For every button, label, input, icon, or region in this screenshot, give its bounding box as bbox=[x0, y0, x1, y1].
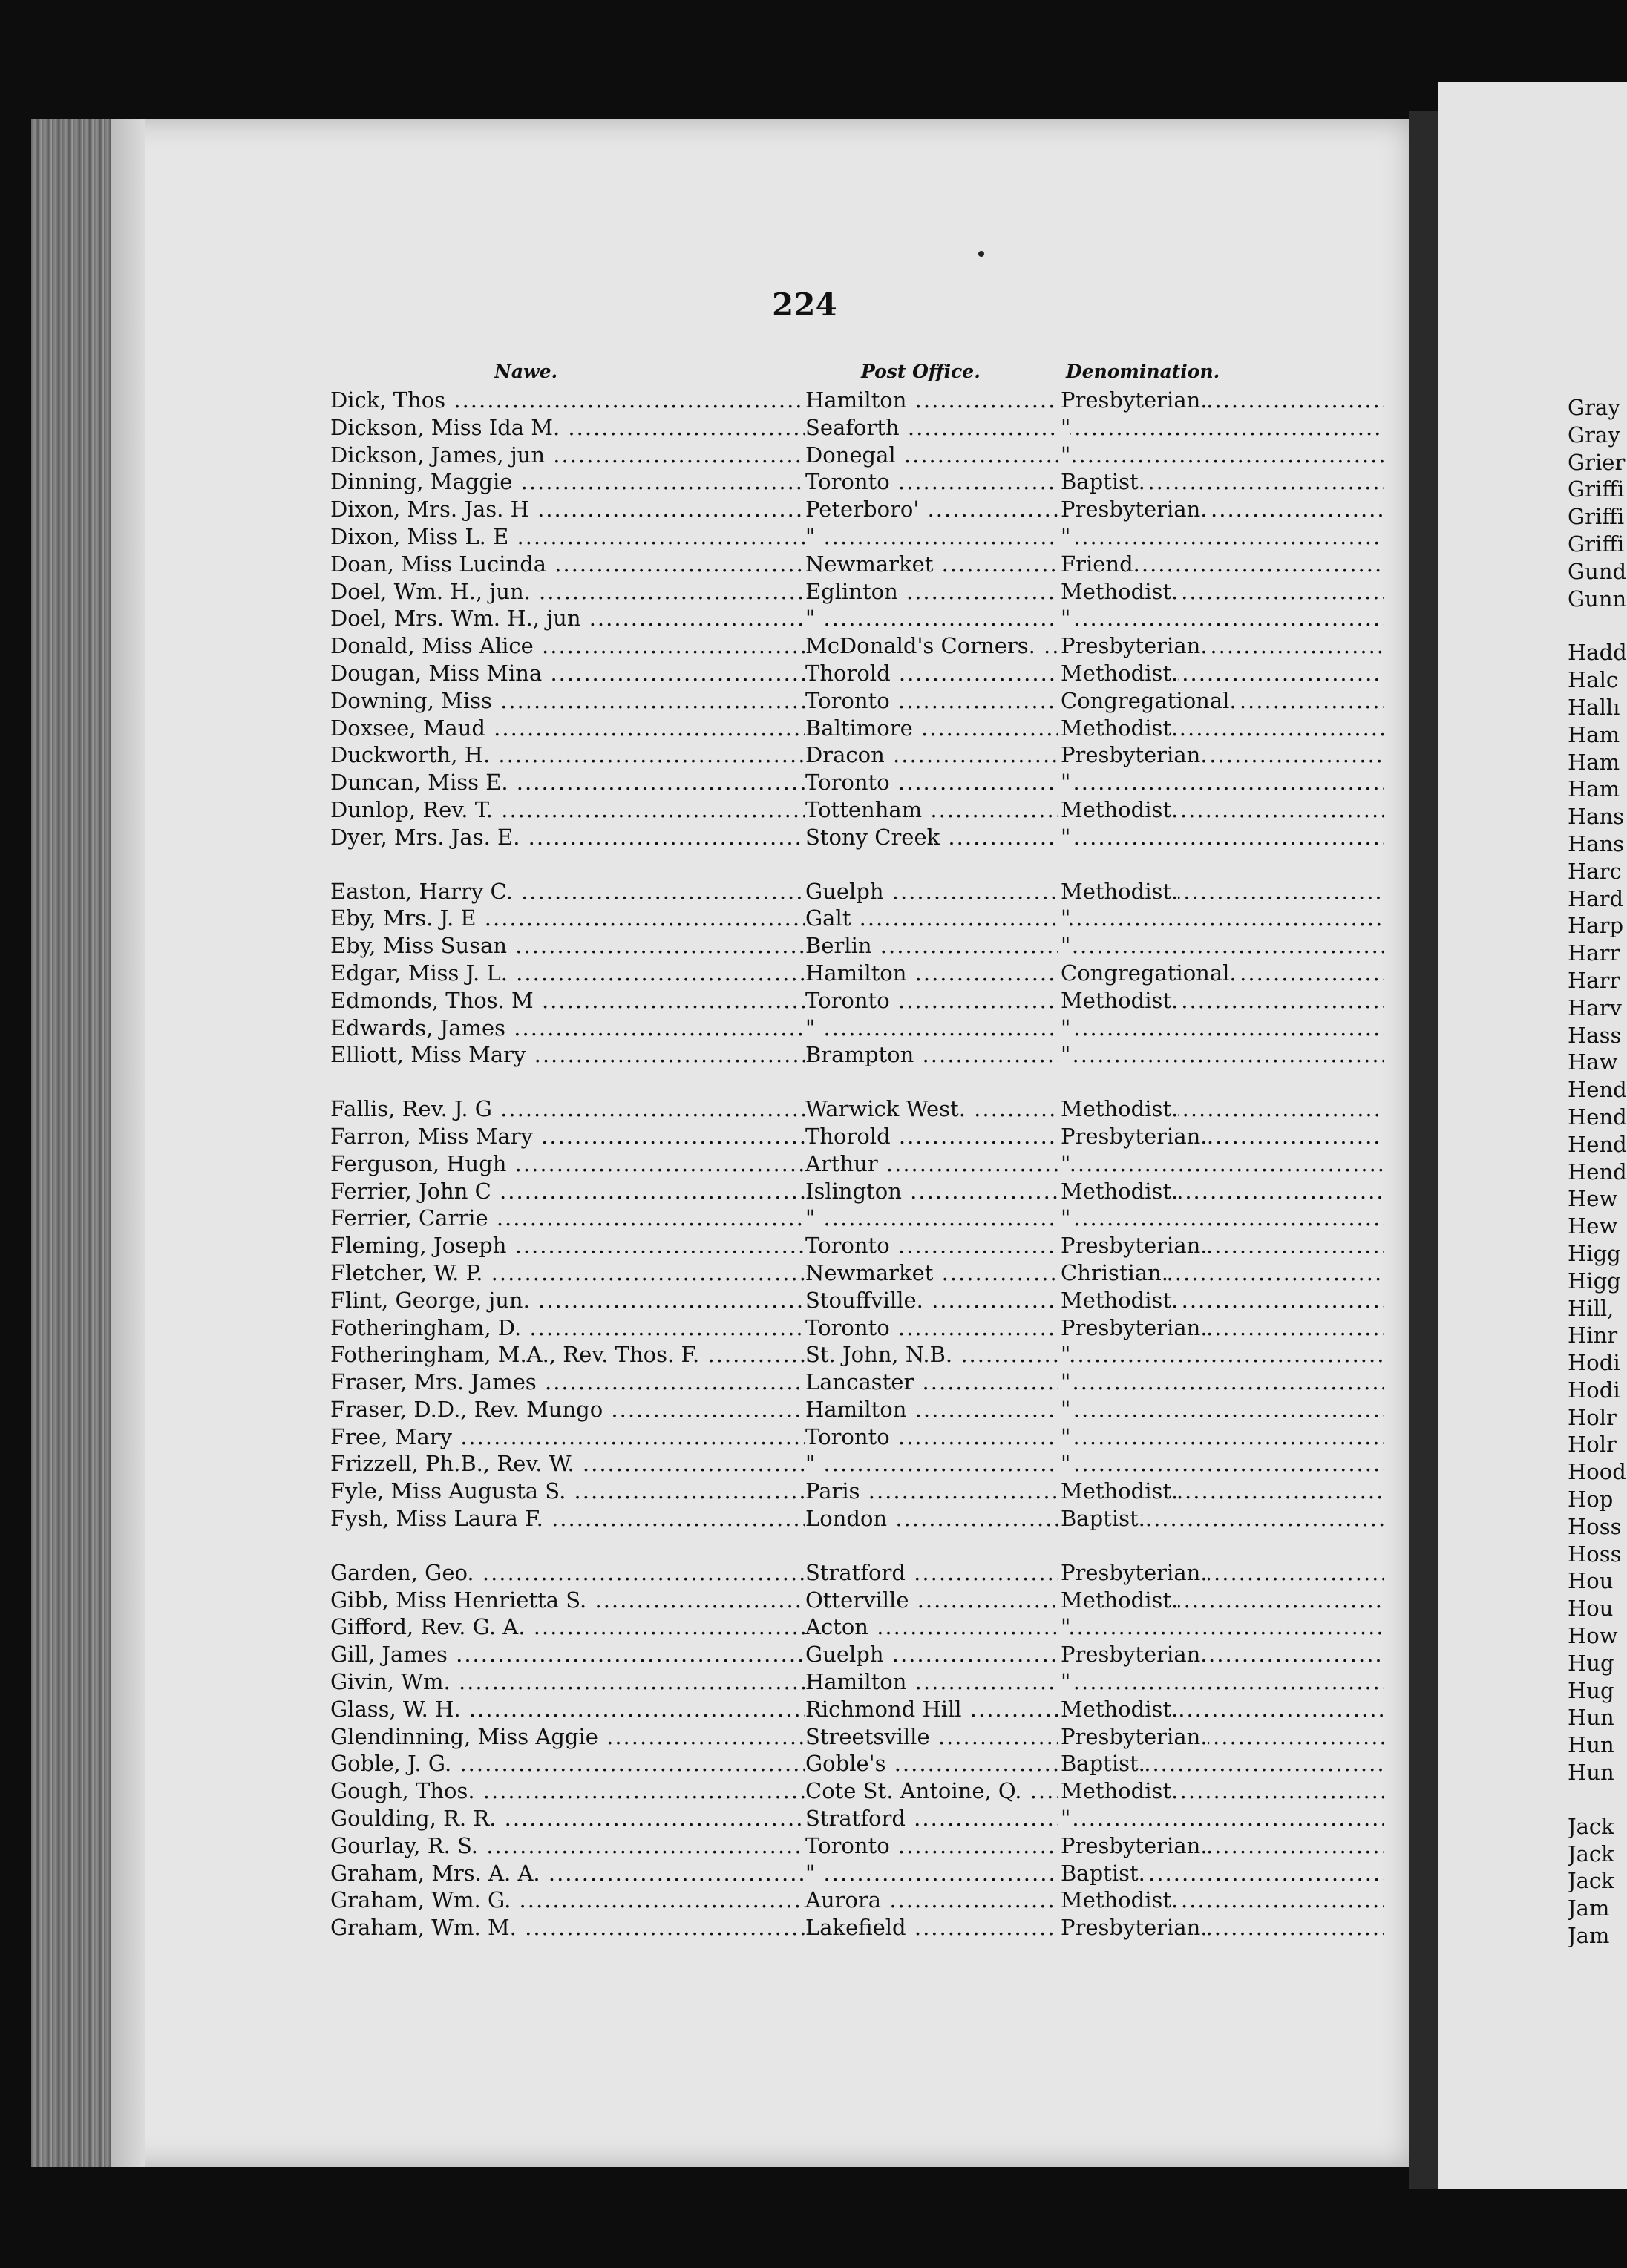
right-page-name-fragment: Harc bbox=[1568, 858, 1622, 884]
entry-post-office: Stratford ..... bbox=[805, 1560, 1384, 1585]
entry-denomination: Presbyterian. bbox=[1058, 1560, 1208, 1585]
entry-denomination: " bbox=[1058, 825, 1070, 850]
entry-name: Farron, Miss Mary ..... bbox=[330, 1124, 805, 1149]
entry-denomination: Presbyterian. bbox=[1058, 1315, 1208, 1340]
right-page-name-fragment: Higg bbox=[1568, 1240, 1621, 1266]
entry-name: Fotheringham, D. ..... bbox=[330, 1315, 805, 1340]
entry-denomination: Baptist. bbox=[1058, 1861, 1145, 1886]
entry-denomination: Methodist. bbox=[1058, 661, 1178, 686]
directory-row bbox=[330, 606, 1295, 633]
entry-name: Eby, Miss Susan ..... bbox=[330, 933, 805, 958]
column-header-post-office: Post Office. bbox=[861, 361, 981, 382]
directory-row bbox=[330, 688, 1295, 715]
directory-row bbox=[330, 1669, 1295, 1697]
directory-row bbox=[330, 1751, 1295, 1778]
directory-row bbox=[330, 1724, 1295, 1751]
entry-denomination: " bbox=[1058, 1205, 1070, 1230]
directory-row bbox=[330, 1861, 1295, 1888]
entry-name: Elliott, Miss Mary ..... bbox=[330, 1042, 805, 1067]
directory-row bbox=[330, 1478, 1295, 1506]
entry-post-office: Brampton ..... bbox=[805, 1042, 1384, 1067]
directory-row bbox=[330, 1778, 1295, 1806]
directory-row bbox=[330, 1642, 1295, 1669]
entry-post-office: " ..... bbox=[805, 1205, 1384, 1230]
entry-post-office: Toronto ..... bbox=[805, 1233, 1384, 1258]
directory-row bbox=[330, 1342, 1295, 1369]
right-page-name-fragment: Hun bbox=[1568, 1705, 1614, 1731]
entry-denomination: Methodist. bbox=[1058, 1288, 1178, 1313]
entry-denomination: Presbyterian. bbox=[1058, 496, 1208, 522]
entry-post-office: Streetsville ..... bbox=[805, 1724, 1384, 1749]
directory-row bbox=[330, 1124, 1295, 1151]
right-page-name-fragment: Hass bbox=[1568, 1022, 1622, 1048]
right-page-name-fragment: Hend bbox=[1568, 1131, 1627, 1157]
entry-denomination: Christian. bbox=[1058, 1260, 1168, 1285]
entry-name: Glendinning, Miss Aggie ..... bbox=[330, 1724, 805, 1749]
entry-denomination: Baptist. bbox=[1058, 1506, 1145, 1531]
directory-row bbox=[330, 1697, 1295, 1724]
directory-row bbox=[330, 1915, 1295, 1942]
entry-post-office: Newmarket ..... bbox=[805, 551, 1384, 577]
entry-post-office: Toronto ..... bbox=[805, 469, 1384, 494]
entry-denomination: Methodist. bbox=[1058, 1778, 1178, 1803]
right-page-name-fragment: Hill, bbox=[1568, 1295, 1614, 1321]
directory-row bbox=[330, 1288, 1295, 1315]
entry-denomination: Methodist. bbox=[1058, 879, 1178, 904]
right-page-name-fragment: Harp bbox=[1568, 913, 1624, 939]
entry-denomination: " bbox=[1058, 905, 1070, 931]
directory-row bbox=[330, 1151, 1295, 1179]
entry-name: Fyle, Miss Augusta S. ..... bbox=[330, 1478, 805, 1504]
entry-denomination: Presbyterian. bbox=[1058, 1833, 1208, 1858]
entry-name: Doxsee, Maud ..... bbox=[330, 715, 805, 741]
directory-row bbox=[330, 1833, 1295, 1861]
directory-row bbox=[330, 1015, 1295, 1043]
entry-name: Fallis, Rev. J. G ..... bbox=[330, 1096, 805, 1121]
entry-post-office: " ..... bbox=[805, 1015, 1384, 1040]
entry-denomination: " bbox=[1058, 1806, 1070, 1831]
entry-denomination: " bbox=[1058, 415, 1070, 440]
right-page-name-fragment: Gund bbox=[1568, 558, 1627, 584]
entry-name: Goulding, R. R. ..... bbox=[330, 1806, 805, 1831]
entry-post-office: Goble's ..... bbox=[805, 1751, 1384, 1776]
directory-row bbox=[330, 905, 1295, 933]
right-page-name-fragment: Hug bbox=[1568, 1677, 1614, 1703]
entry-denomination: " bbox=[1058, 1614, 1070, 1639]
right-page-name-fragment: Haw bbox=[1568, 1049, 1618, 1075]
right-page-name-fragment: Hallı bbox=[1568, 694, 1620, 720]
directory-row bbox=[330, 825, 1295, 852]
entry-denomination: " bbox=[1058, 524, 1070, 549]
right-page-name-fragment: Hodi bbox=[1568, 1377, 1620, 1403]
entry-name: Dyer, Mrs. Jas. E. ..... bbox=[330, 825, 805, 850]
right-page-name-fragment: Hans bbox=[1568, 804, 1625, 830]
entry-name: Givin, Wm. ..... bbox=[330, 1669, 805, 1694]
entry-post-office: Cote St. Antoine, Q. ..... bbox=[805, 1778, 1384, 1803]
entry-post-office: Hamilton ..... bbox=[805, 1397, 1384, 1422]
entry-post-office: Guelph ..... bbox=[805, 1642, 1384, 1667]
directory-row bbox=[330, 524, 1295, 551]
right-page-name-fragment: Griffi bbox=[1568, 504, 1625, 530]
right-page-name-fragment: Gray bbox=[1568, 422, 1620, 448]
right-page-name-fragment: Hodi bbox=[1568, 1350, 1620, 1376]
entry-post-office: Thorold ..... bbox=[805, 1124, 1384, 1149]
directory-row bbox=[330, 1451, 1295, 1478]
entry-post-office: Lancaster ..... bbox=[805, 1369, 1384, 1394]
right-page-name-fragment: Ham bbox=[1568, 776, 1620, 802]
right-page-name-fragment: Hoss bbox=[1568, 1513, 1622, 1539]
entry-name: Doel, Mrs. Wm. H., jun ..... bbox=[330, 606, 805, 631]
right-page-name-fragment: Hadd bbox=[1568, 640, 1627, 666]
right-page-name-fragment: How bbox=[1568, 1623, 1618, 1649]
entry-denomination: Presbyterian. bbox=[1058, 633, 1208, 658]
entry-post-office: Hamilton ..... bbox=[805, 387, 1384, 413]
entry-post-office: Toronto ..... bbox=[805, 688, 1384, 713]
entry-post-office: Tottenham ..... bbox=[805, 797, 1384, 822]
entry-denomination: Congregational. bbox=[1058, 688, 1237, 713]
entry-post-office: Thorold ..... bbox=[805, 661, 1384, 686]
entry-name: Doan, Miss Lucinda ..... bbox=[330, 551, 805, 577]
right-page-name-fragment: Hend bbox=[1568, 1077, 1627, 1103]
right-page-name-fragment: Hop bbox=[1568, 1487, 1614, 1512]
entry-post-office: Newmarket ..... bbox=[805, 1260, 1384, 1285]
right-page-name-fragment: Griffi bbox=[1568, 476, 1625, 502]
entry-denomination: Congregational. bbox=[1058, 960, 1237, 986]
entry-name: Garden, Geo. ..... bbox=[330, 1560, 805, 1585]
right-page-name-fragment: Hew bbox=[1568, 1186, 1618, 1212]
entry-name: Duncan, Miss E. ..... bbox=[330, 770, 805, 795]
directory-row bbox=[330, 551, 1295, 579]
entry-post-office: Hamilton ..... bbox=[805, 960, 1384, 986]
entry-post-office: " ..... bbox=[805, 606, 1384, 631]
entry-post-office: London ..... bbox=[805, 1506, 1384, 1531]
entry-denomination: " bbox=[1058, 1015, 1070, 1040]
entry-denomination: Presbyterian. bbox=[1058, 1915, 1208, 1940]
entry-denomination: Presbyterian. bbox=[1058, 1124, 1208, 1149]
entry-name: Dick, Thos ..... bbox=[330, 387, 805, 413]
entry-name: Ferrier, Carrie ..... bbox=[330, 1205, 805, 1230]
right-page-name-fragment: Ham bbox=[1568, 721, 1620, 747]
entry-name: Eby, Mrs. J. E ..... bbox=[330, 905, 805, 931]
entry-post-office: " ..... bbox=[805, 1451, 1384, 1476]
directory-row bbox=[330, 415, 1295, 442]
entry-denomination: Presbyterian. bbox=[1058, 387, 1208, 413]
entry-name: Graham, Mrs. A. A. ..... bbox=[330, 1861, 805, 1886]
entry-post-office: Toronto ..... bbox=[805, 770, 1384, 795]
directory-entries bbox=[330, 387, 1295, 1942]
entry-name: Dinning, Maggie ..... bbox=[330, 469, 805, 494]
right-page-name-fragment: Halc bbox=[1568, 667, 1619, 693]
entry-post-office: Aurora ..... bbox=[805, 1887, 1384, 1913]
directory-row bbox=[330, 797, 1295, 825]
directory-row bbox=[330, 1506, 1295, 1533]
entry-post-office: Acton ..... bbox=[805, 1614, 1384, 1639]
directory-row bbox=[330, 1042, 1295, 1069]
page-number: 224 bbox=[772, 286, 837, 323]
right-page-name-fragment: Gunn bbox=[1568, 586, 1627, 612]
right-page-name-fragment: Holr bbox=[1568, 1432, 1617, 1458]
directory-row bbox=[330, 387, 1295, 415]
directory-row bbox=[330, 496, 1295, 524]
entry-denomination: Presbyterian. bbox=[1058, 1724, 1208, 1749]
entry-post-office: Stouffville. ..... bbox=[805, 1288, 1384, 1313]
page-margin-shadow bbox=[111, 119, 145, 2167]
entry-name: Fraser, D.D., Rev. Mungo ..... bbox=[330, 1397, 805, 1422]
directory-row bbox=[330, 1205, 1295, 1233]
entry-denomination: " bbox=[1058, 1397, 1070, 1422]
entry-name: Fotheringham, M.A., Rev. Thos. F. ..... bbox=[330, 1342, 805, 1367]
entry-denomination: Friend. bbox=[1058, 551, 1140, 577]
right-page-name-fragment: Hinr bbox=[1568, 1323, 1618, 1348]
entry-denomination: Baptist. bbox=[1058, 469, 1145, 494]
entry-post-office: Donegal ..... bbox=[805, 442, 1384, 468]
ink-speck bbox=[978, 251, 984, 257]
entry-denomination: Methodist. bbox=[1058, 797, 1178, 822]
right-page-name-fragment: Hoss bbox=[1568, 1541, 1622, 1567]
right-page-name-fragment: Grier bbox=[1568, 449, 1626, 475]
directory-row bbox=[330, 933, 1295, 960]
right-page-name-fragment: Hun bbox=[1568, 1732, 1614, 1758]
entry-post-office: Otterville ..... bbox=[805, 1587, 1384, 1613]
entry-post-office: " ..... bbox=[805, 524, 1384, 549]
entry-name: Graham, Wm. G. ..... bbox=[330, 1887, 805, 1913]
directory-row bbox=[330, 1315, 1295, 1343]
entry-name: Easton, Harry C. ..... bbox=[330, 879, 805, 904]
right-page-name-fragment: Jack bbox=[1568, 1868, 1614, 1894]
book-gutter bbox=[1409, 111, 1438, 2189]
entry-name: Dickson, Miss Ida M. ..... bbox=[330, 415, 805, 440]
directory-row bbox=[330, 442, 1295, 470]
entry-denomination: Methodist. bbox=[1058, 1887, 1178, 1913]
entry-denomination: Methodist. bbox=[1058, 579, 1178, 604]
entry-name: Gibb, Miss Henrietta S. ..... bbox=[330, 1587, 805, 1613]
directory-row bbox=[330, 1233, 1295, 1260]
directory-row bbox=[330, 469, 1295, 496]
right-page-name-fragment: Jack bbox=[1568, 1813, 1614, 1839]
entry-name: Dougan, Miss Mina ..... bbox=[330, 661, 805, 686]
entry-name: Doel, Wm. H., jun. ..... bbox=[330, 579, 805, 604]
column-header-denomination: Denomination. bbox=[1066, 361, 1220, 382]
entry-denomination: " bbox=[1058, 933, 1070, 958]
directory-row bbox=[330, 1587, 1295, 1615]
entry-post-office: Stratford ..... bbox=[805, 1806, 1384, 1831]
entry-name: Downing, Miss ..... bbox=[330, 688, 805, 713]
entry-name: Frizzell, Ph.B., Rev. W. ..... bbox=[330, 1451, 805, 1476]
entry-post-office: Stony Creek ..... bbox=[805, 825, 1384, 850]
directory-row bbox=[330, 1096, 1295, 1124]
entry-denomination: Methodist. bbox=[1058, 1697, 1178, 1722]
right-page-name-fragment: Harv bbox=[1568, 994, 1622, 1020]
entry-name: Gourlay, R. S. ..... bbox=[330, 1833, 805, 1858]
right-page-name-fragment: Hou bbox=[1568, 1596, 1614, 1622]
directory-row bbox=[330, 988, 1295, 1015]
entry-post-office: Seaforth ..... bbox=[805, 415, 1384, 440]
entry-post-office: " ..... bbox=[805, 1861, 1384, 1886]
entry-name: Fysh, Miss Laura F. ..... bbox=[330, 1506, 805, 1531]
entry-name: Flint, George, jun. ..... bbox=[330, 1288, 805, 1313]
right-page-name-fragment: Jam bbox=[1568, 1923, 1610, 1949]
entry-name: Gough, Thos. ..... bbox=[330, 1778, 805, 1803]
right-page-name-fragments bbox=[1568, 395, 1627, 1950]
directory-row bbox=[330, 1397, 1295, 1424]
entry-denomination: " bbox=[1058, 770, 1070, 795]
directory-row bbox=[330, 1260, 1295, 1288]
directory-row bbox=[330, 715, 1295, 743]
entry-denomination: Methodist. bbox=[1058, 988, 1178, 1013]
entry-name: Dixon, Mrs. Jas. H ..... bbox=[330, 496, 805, 522]
entry-name: Goble, J. G. ..... bbox=[330, 1751, 805, 1776]
entry-post-office: Eglinton ..... bbox=[805, 579, 1384, 604]
entry-post-office: Hamilton ..... bbox=[805, 1669, 1384, 1694]
entry-name: Edwards, James ..... bbox=[330, 1015, 805, 1040]
entry-denomination: " bbox=[1058, 442, 1070, 468]
directory-row bbox=[330, 633, 1295, 661]
right-page-name-fragment: Hard bbox=[1568, 885, 1624, 911]
entry-denomination: Presbyterian. bbox=[1058, 1233, 1208, 1258]
right-page-name-fragment: Hou bbox=[1568, 1568, 1614, 1594]
entry-name: Fletcher, W. P. ..... bbox=[330, 1260, 805, 1285]
entry-name: Ferrier, John C ..... bbox=[330, 1179, 805, 1204]
entry-denomination: " bbox=[1058, 1424, 1070, 1449]
directory-row bbox=[330, 1369, 1295, 1397]
entry-post-office: Dracon ..... bbox=[805, 742, 1384, 767]
entry-denomination: Presbyterian. bbox=[1058, 742, 1208, 767]
entry-post-office: Toronto ..... bbox=[805, 988, 1384, 1013]
entry-denomination: " bbox=[1058, 1369, 1070, 1394]
entry-name: Duckworth, H. ..... bbox=[330, 742, 805, 767]
entry-post-office: Paris ..... bbox=[805, 1478, 1384, 1504]
directory-row bbox=[330, 1560, 1295, 1587]
entry-denomination: " bbox=[1058, 1342, 1070, 1367]
entry-post-office: Toronto ..... bbox=[805, 1833, 1384, 1858]
entry-post-office: Guelph ..... bbox=[805, 879, 1384, 904]
directory-row bbox=[330, 661, 1295, 688]
entry-post-office: Toronto ..... bbox=[805, 1315, 1384, 1340]
right-page-name-fragment: Griffi bbox=[1568, 531, 1625, 557]
entry-post-office: Islington ..... bbox=[805, 1179, 1384, 1204]
entry-denomination: " bbox=[1058, 1042, 1070, 1067]
entry-name: Fraser, Mrs. James ..... bbox=[330, 1369, 805, 1394]
right-page-name-fragment: Hew bbox=[1568, 1213, 1618, 1239]
right-page-name-fragment: Hend bbox=[1568, 1158, 1627, 1184]
entry-name: Fleming, Joseph ..... bbox=[330, 1233, 805, 1258]
entry-name: Dickson, James, jun ..... bbox=[330, 442, 805, 468]
entry-name: Dixon, Miss L. E ..... bbox=[330, 524, 805, 549]
directory-row bbox=[330, 960, 1295, 988]
entry-denomination: " bbox=[1058, 1151, 1070, 1176]
column-header-name: Nawe. bbox=[494, 361, 558, 382]
right-page-name-fragment: Jam bbox=[1568, 1895, 1610, 1921]
entry-post-office: Berlin ..... bbox=[805, 933, 1384, 958]
entry-name: Donald, Miss Alice ..... bbox=[330, 633, 805, 658]
entry-post-office: Peterboro' ..... bbox=[805, 496, 1384, 522]
right-page-name-fragment: Jack bbox=[1568, 1841, 1614, 1866]
entry-denomination: Methodist. bbox=[1058, 1587, 1178, 1613]
directory-row bbox=[330, 579, 1295, 606]
directory-row bbox=[330, 1614, 1295, 1642]
entry-denomination: Baptist. bbox=[1058, 1751, 1145, 1776]
entry-post-office: Lakefield ..... bbox=[805, 1915, 1384, 1940]
entry-post-office: Warwick West. ..... bbox=[805, 1096, 1384, 1121]
entry-post-office: Arthur ..... bbox=[805, 1151, 1384, 1176]
entry-name: Glass, W. H. ..... bbox=[330, 1697, 805, 1722]
entry-denomination: " bbox=[1058, 1669, 1070, 1694]
entry-denomination: " bbox=[1058, 1451, 1070, 1476]
entry-name: Free, Mary ..... bbox=[330, 1424, 805, 1449]
entry-name: Graham, Wm. M. ..... bbox=[330, 1915, 805, 1940]
entry-name: Edmonds, Thos. M ..... bbox=[330, 988, 805, 1013]
entry-denomination: Methodist. bbox=[1058, 1179, 1178, 1204]
entry-post-office: McDonald's Corners. ..... bbox=[805, 633, 1384, 658]
right-page-name-fragment: Hun bbox=[1568, 1760, 1614, 1786]
right-page-name-fragment: Harr bbox=[1568, 967, 1620, 993]
entry-name: Edgar, Miss J. L. ..... bbox=[330, 960, 805, 986]
right-page-name-fragment: Higg bbox=[1568, 1268, 1621, 1294]
entry-name: Dunlop, Rev. T. ..... bbox=[330, 797, 805, 822]
entry-post-office: Baltimore ..... bbox=[805, 715, 1384, 741]
directory-row bbox=[330, 1887, 1295, 1915]
entry-post-office: Galt ..... bbox=[805, 905, 1384, 931]
right-page-name-fragment: Hend bbox=[1568, 1104, 1627, 1130]
entry-denomination: Methodist. bbox=[1058, 1096, 1178, 1121]
entry-name: Gill, James ..... bbox=[330, 1642, 805, 1667]
right-page-name-fragment: Hood bbox=[1568, 1459, 1626, 1485]
entry-denomination: Methodist. bbox=[1058, 715, 1178, 741]
right-page-name-fragment: Hans bbox=[1568, 830, 1625, 856]
entry-post-office: Toronto ..... bbox=[805, 1424, 1384, 1449]
directory-row bbox=[330, 1424, 1295, 1452]
entry-post-office: Richmond Hill ..... bbox=[805, 1697, 1384, 1722]
right-page-name-fragment: Gray bbox=[1568, 395, 1620, 420]
directory-row bbox=[330, 879, 1295, 906]
directory-row bbox=[330, 770, 1295, 797]
right-page-name-fragment: Ham bbox=[1568, 749, 1620, 775]
right-page-name-fragment: Hug bbox=[1568, 1650, 1614, 1676]
entry-post-office: St. John, N.B. ..... bbox=[805, 1342, 1384, 1367]
directory-row bbox=[330, 1179, 1295, 1206]
directory-row bbox=[330, 1806, 1295, 1833]
right-page-name-fragment: Harr bbox=[1568, 940, 1620, 966]
entry-denomination: Methodist. bbox=[1058, 1478, 1178, 1504]
entry-denomination: " bbox=[1058, 606, 1070, 631]
right-page-name-fragment: Holr bbox=[1568, 1404, 1617, 1430]
entry-name: Gifford, Rev. G. A. ..... bbox=[330, 1614, 805, 1639]
entry-name: Ferguson, Hugh ..... bbox=[330, 1151, 805, 1176]
entry-denomination: Presbyterian. bbox=[1058, 1642, 1208, 1667]
directory-row bbox=[330, 742, 1295, 770]
